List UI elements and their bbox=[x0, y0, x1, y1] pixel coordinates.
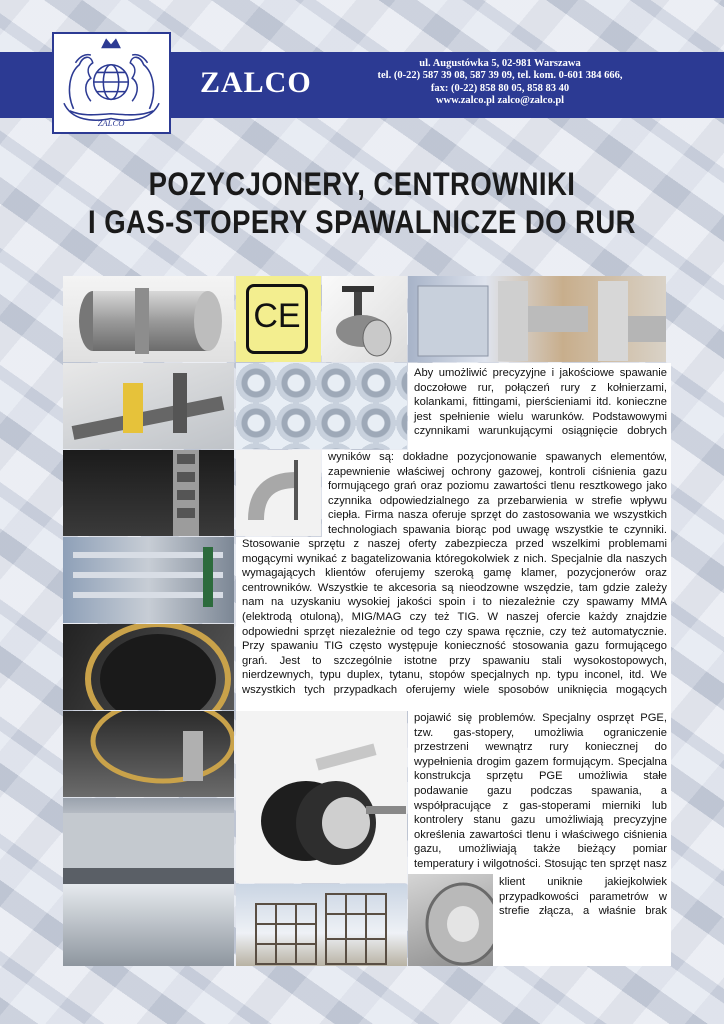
body-text-line: grań. Jest to szczególnie istotne przy spawaniu stali wysokostopowych, bbox=[242, 654, 667, 667]
body-text-line: podawanie gazu podczas spawania, a bbox=[414, 785, 667, 797]
body-text-line: jest spełnienie wielu warunków. Podstawowymi bbox=[414, 410, 667, 423]
body-text-line: określenia zawartości tlenu i właściwego ciśnienia bbox=[414, 828, 667, 841]
body-text-line: nierdzewnych, typu duplex, tytanu, stopów specjalnych np. typu inconel, itd. We bbox=[242, 669, 667, 682]
photo-chain-clamp bbox=[63, 450, 234, 536]
ce-mark-tile bbox=[236, 276, 321, 362]
body-text-line: technologiach spawania biorąc pod uwagę wszystkie te czynniki. bbox=[328, 524, 667, 536]
page-title-line-1: POZYCJONERY, CENTROWNIKI bbox=[148, 166, 576, 202]
photo-pipe-clamp bbox=[63, 276, 234, 362]
photo-stainless-fittings bbox=[408, 276, 666, 362]
photo-large-pipe-rollers bbox=[63, 798, 234, 884]
body-text-line: wypełnienia drogim gazem formującym. Specjalna bbox=[414, 755, 667, 768]
body-text-line: gazu, umożliwiają także bieżący pomiar bbox=[414, 843, 667, 856]
chain-clamp-icon bbox=[63, 450, 234, 536]
body-text-line: czynnika odpowiedzialnego za przebarwienia w strefie wpływu bbox=[328, 494, 667, 507]
photo-pipe-positioner bbox=[322, 276, 407, 362]
alignment-tool-icon bbox=[63, 711, 234, 797]
welding-clamps-icon bbox=[63, 363, 234, 449]
body-text-line: Stosowanie sprzętu z naszej oferty zabezpiecza przed wszelkimi problemami bbox=[242, 538, 667, 550]
body-text-line: przypadkowości parametrów w bbox=[499, 890, 667, 903]
pipe-positioner-icon bbox=[322, 276, 407, 362]
photo-steel-structure-construction bbox=[236, 884, 407, 966]
body-text-line: tzw. gas-stopery, umożliwia ograniczenie bbox=[414, 726, 667, 739]
body-text-line: temperatury i wilgotności. Stosując ten sprzęt nasz bbox=[414, 858, 667, 870]
body-text-line: Aby umożliwić precyzyjne i jakościowe spawanie bbox=[414, 367, 667, 379]
ce-mark-icon bbox=[246, 284, 308, 354]
body-text-line: czynnikami warunkującymi osiągnięcie dobrych bbox=[414, 425, 667, 438]
body-text-line: przestrzeni wewnątrz rury koniecznej do bbox=[414, 741, 667, 754]
body-text-line: centrowników. Wszystkie te akcesoria są nieodzowne wszędzie, tam gdzie zależy bbox=[242, 581, 667, 594]
photo-flange-gas-stopper bbox=[408, 874, 493, 966]
body-text-line: kolankami, fittingami, pierścieniami itd. konieczne bbox=[414, 396, 667, 409]
logo-emblem-icon bbox=[54, 34, 169, 132]
body-text-line: strefie złącza, a właśnie brak bbox=[499, 905, 667, 918]
photo-large-pipe-centering-ring bbox=[63, 624, 234, 710]
body-text-line: wymagających klientów oferujemy szeroką gamę klamer, pozycjonerów oraz bbox=[242, 567, 667, 580]
gas-stopper-icon bbox=[236, 711, 407, 883]
body-text-line: konstrukcja sprzętu PGE umożliwia stałe bbox=[414, 770, 667, 783]
body-text-line: współpracujące z gas-stoperami mierniki lub bbox=[414, 799, 667, 812]
pipe-clamp-icon bbox=[63, 276, 234, 362]
logo-text: ZALCO bbox=[97, 118, 125, 129]
pipe-rollers-icon bbox=[63, 798, 234, 884]
elbow-positioner-icon bbox=[236, 450, 321, 536]
photo-large-pipe-section bbox=[63, 884, 234, 966]
photo-pipe-rack-assembly bbox=[63, 537, 234, 623]
contact-block bbox=[300, 58, 700, 107]
body-text-line: kontrolery stanu gazu umożliwiają precyzyjne bbox=[414, 814, 667, 827]
body-text-line: klient uniknie jakiejkolwiek bbox=[499, 876, 667, 888]
body-text-line: zapewnienie właściwej ochrony gazowej, kontroli ciśnienia gazu bbox=[328, 465, 667, 478]
contact-address: ul. Augustówka 5, 02-981 Warszawa bbox=[419, 58, 581, 69]
page-title-line-2: I GAS-STOPERY SPAWALNICZE DO RUR bbox=[88, 204, 636, 240]
body-text-line: mogącymi wynikać z bagatelizowania któregokolwiek z nich. Specjalnie dla naszych bbox=[242, 552, 667, 565]
contact-fax: fax: (0-22) 858 80 05, 858 83 40 bbox=[430, 82, 570, 94]
body-text-line: (elektrodą otuloną), MIG/MAG czy też TIG. W naszej ofercie każdy znajdzie bbox=[242, 611, 667, 623]
stainless-fittings-icon bbox=[408, 276, 666, 362]
photo-gas-stopper-device bbox=[236, 711, 407, 883]
body-text-line: nam na uzyskaniu wysokiej jakości spoin i to niezależnie czy spawamy MMA bbox=[242, 596, 667, 609]
flange-gas-stopper-icon bbox=[408, 874, 493, 966]
ce-mark-text: CE bbox=[253, 297, 301, 335]
body-text-line: wyników są: dokładne pozycjonowanie spawanych elementów, bbox=[328, 451, 667, 463]
body-text-line: Przy spawaniu TIG często występuje konieczność stosowania gazu formującego bbox=[242, 640, 667, 653]
contact-phones: tel. (0-22) 587 39 08, 587 39 09, tel. kom. 0-601 384 666, bbox=[377, 70, 623, 82]
body-text-line: odpowiedni sprzęt niezależnie od tego czy spawa ręcznie, czy też automatycznie. bbox=[242, 625, 667, 638]
body-text-line: pojawić się problemów. Specjalny osprzęt PGE, bbox=[414, 712, 667, 724]
body-text-line: doczołowe rur, połączeń rury z kołnierzami, bbox=[414, 381, 667, 394]
pipe-rack-icon bbox=[63, 537, 234, 623]
company-logo[interactable] bbox=[52, 32, 171, 134]
brand-name: ZALCO bbox=[200, 66, 312, 99]
photo-galvanized-pipe-stack bbox=[236, 363, 407, 449]
body-text-line: ciepła. Firma nasza oferuje sprzęt do zastosowania we wszystkich bbox=[328, 509, 667, 522]
contact-web[interactable]: www.zalco.pl zalco@zalco.pl bbox=[435, 94, 565, 106]
photo-pipe-welding-clamps bbox=[63, 363, 234, 449]
photo-pipe-alignment-tool bbox=[63, 711, 234, 797]
steel-structure-icon bbox=[236, 884, 407, 966]
body-text-line: wszystkich tych przypadkach oferujemy wiele sposobów uniknięcia mogących bbox=[242, 684, 667, 696]
body-text-line: formującego grań oraz poziomu zawartości tlenu resztkowego jako bbox=[328, 480, 667, 493]
centering-ring-icon bbox=[63, 624, 234, 710]
photo-elbow-positioner bbox=[236, 450, 321, 536]
